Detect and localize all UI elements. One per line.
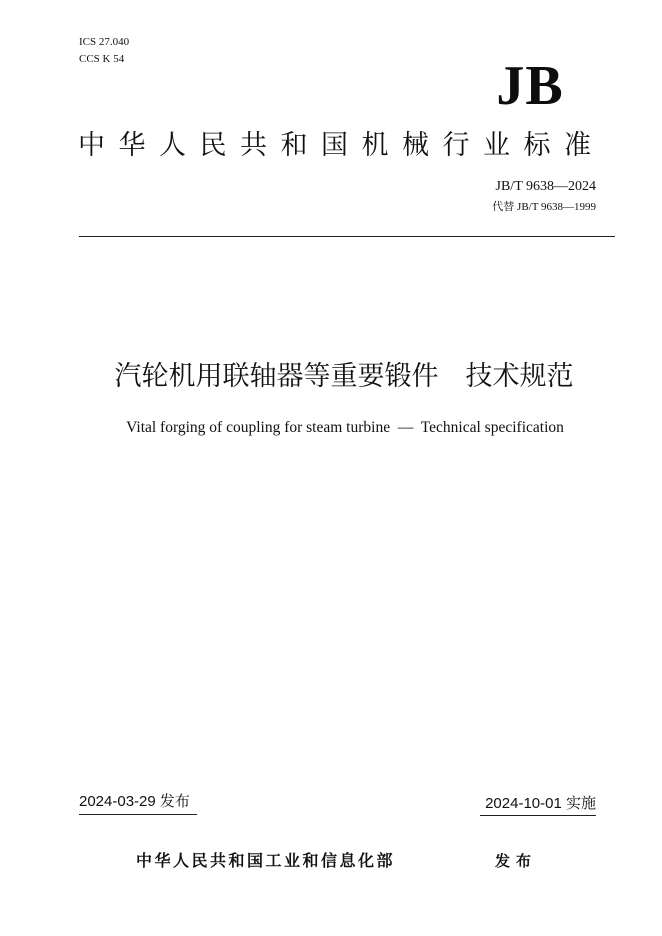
classification-codes bbox=[79, 34, 129, 68]
effective-date-underline bbox=[480, 815, 596, 816]
header-divider bbox=[79, 236, 615, 237]
standard-category-title: 中华人民共和国机械行业标准 bbox=[78, 130, 605, 161]
publish-label: 发布 bbox=[495, 852, 538, 870]
issue-date: 2024-03-29 发布 bbox=[79, 793, 190, 810]
ccs-code: CCS K 54 bbox=[79, 53, 125, 65]
jb-logo: JB bbox=[496, 55, 564, 117]
ics-code: ICS 27.040 bbox=[79, 36, 130, 48]
replaced-standard: 代替 JB/T 9638—1999 bbox=[492, 201, 596, 213]
standard-number: JB/T 9638—2024 bbox=[495, 179, 596, 194]
issue-date-underline bbox=[79, 814, 197, 815]
document-title-chinese: 汽轮机用联轴器等重要锻件 技术规范 bbox=[114, 361, 574, 392]
document-title-english: Vital forging of coupling for steam turbine — Technical specification bbox=[126, 419, 564, 436]
effective-date: 2024-10-01 实施 bbox=[485, 795, 596, 812]
publisher-name: 中华人民共和国工业和信息化部 bbox=[136, 851, 396, 870]
